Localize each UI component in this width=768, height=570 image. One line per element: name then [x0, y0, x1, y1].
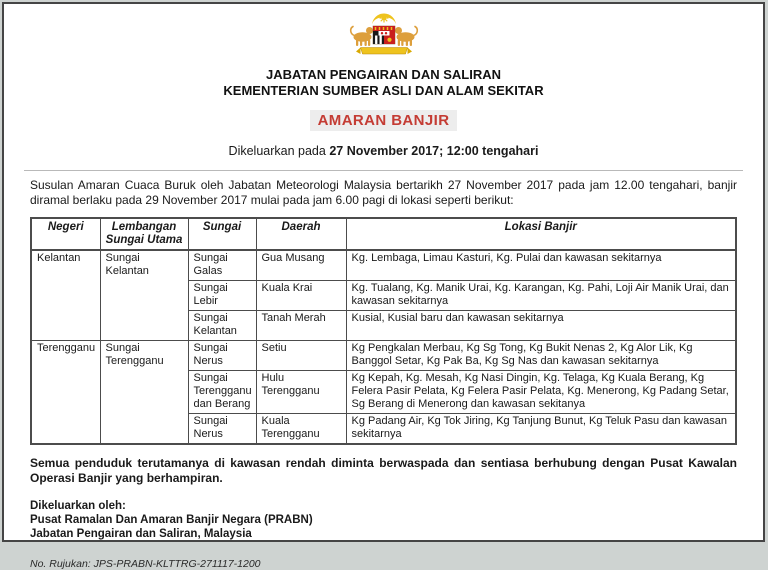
cell-daerah: Gua Musang	[256, 250, 346, 281]
org-name-line1: JABATAN PENGAIRAN DAN SALIRAN	[266, 67, 501, 82]
issuer-line1: Pusat Ramalan Dan Amaran Banjir Negara (PRABN)	[30, 514, 313, 526]
cell-negeri: Terengganu	[31, 341, 100, 445]
col-header-lokasi: Lokasi Banjir	[346, 218, 736, 250]
col-header-negeri: Negeri	[31, 218, 100, 250]
intro-paragraph: Susulan Amaran Cuaca Buruk oleh Jabatan Meteorologi Malaysia bertarikh 27 November 2017 pada jam 12.00 tengahari, banjir diramal berlaku pada 29 November 2017 mulai pada jam 6.00 pagi di lokasi seperti berikut:	[30, 178, 737, 207]
issued-datetime: 27 November 2017; 12:00 tengahari	[329, 144, 539, 158]
cell-sungai: Sungai Kelantan	[188, 311, 256, 341]
cell-daerah: Hulu Terengganu	[256, 371, 346, 414]
cell-lembangan: Sungai Kelantan	[100, 250, 188, 341]
issuer-block	[30, 499, 737, 541]
table-header-row	[31, 218, 736, 250]
cell-lokasi: Kg Pengkalan Merbau, Kg Sg Tong, Kg Bukit Nenas 2, Kg Alor Lik, Kg Banggol Setar, Kg Pak Ba, Kg Sg Nas dan kawasan sekitarnya	[346, 341, 736, 371]
cell-lokasi: Kg. Lembaga, Limau Kasturi, Kg. Pulai dan kawasan sekitarnya	[346, 250, 736, 281]
table-row	[31, 250, 736, 281]
col-header-daerah: Daerah	[256, 218, 346, 250]
header-divider	[24, 170, 743, 171]
cell-lokasi: Kg Padang Air, Kg Tok Jiring, Kg Tanjung Bunut, Kg Teluk Pasu dan kawasan sekitarnya	[346, 414, 736, 445]
issued-prefix: Dikeluarkan pada	[228, 144, 330, 158]
cell-lokasi: Kusial, Kusial baru dan kawasan sekitarnya	[346, 311, 736, 341]
cell-sungai: Sungai Nerus	[188, 341, 256, 371]
col-header-sungai: Sungai	[188, 218, 256, 250]
flood-locations-table	[30, 217, 737, 445]
issuer-line2: Jabatan Pengairan dan Saliran, Malaysia	[30, 528, 252, 540]
advisory-paragraph: Semua penduduk terutamanya di kawasan rendah diminta berwaspada dan sentiasa berhubung dengan Pusat Kawalan Operasi Banjir yang berhampiran.	[30, 456, 737, 485]
cell-sungai: Sungai Nerus	[188, 414, 256, 445]
cell-daerah: Kuala Krai	[256, 281, 346, 311]
col-header-lembangan: Lembangan Sungai Utama	[100, 218, 188, 250]
cell-daerah: Setiu	[256, 341, 346, 371]
cell-sungai: Sungai Terengganu dan Berang	[188, 371, 256, 414]
cell-daerah: Kuala Terengganu	[256, 414, 346, 445]
page-title: AMARAN BANJIR	[310, 110, 458, 131]
cell-sungai: Sungai Lebir	[188, 281, 256, 311]
cell-lembangan: Sungai Terengganu	[100, 341, 188, 445]
issuer-label: Dikeluarkan oleh:	[30, 500, 126, 512]
flood-warning-document	[2, 2, 765, 570]
malaysia-coat-of-arms-icon	[344, 12, 424, 64]
cell-negeri: Kelantan	[31, 250, 100, 341]
cell-daerah: Tanah Merah	[256, 311, 346, 341]
table-row	[31, 341, 736, 371]
reference-number: No. Rujukan: JPS-PRABN-KLTTRG-271117-1200	[30, 558, 261, 570]
issued-date-line	[30, 144, 737, 158]
org-name-line2: KEMENTERIAN SUMBER ASLI DAN ALAM SEKITAR	[223, 83, 544, 98]
cell-lokasi: Kg Kepah, Kg. Mesah, Kg Nasi Dingin, Kg. Telaga, Kg Kuala Berang, Kg Felera Pasir Pelata, Kg Felera Pasir Pelata, Kg. Menerong, Kg Padang Setar, Sg Berang di Menerong dan kawasan sekitanya	[346, 371, 736, 414]
cell-lokasi: Kg. Tualang, Kg. Manik Urai, Kg. Karangan, Kg. Pahi, Loji Air Manik Urai, dan kawasan sekitarnya	[346, 281, 736, 311]
cell-sungai: Sungai Galas	[188, 250, 256, 281]
